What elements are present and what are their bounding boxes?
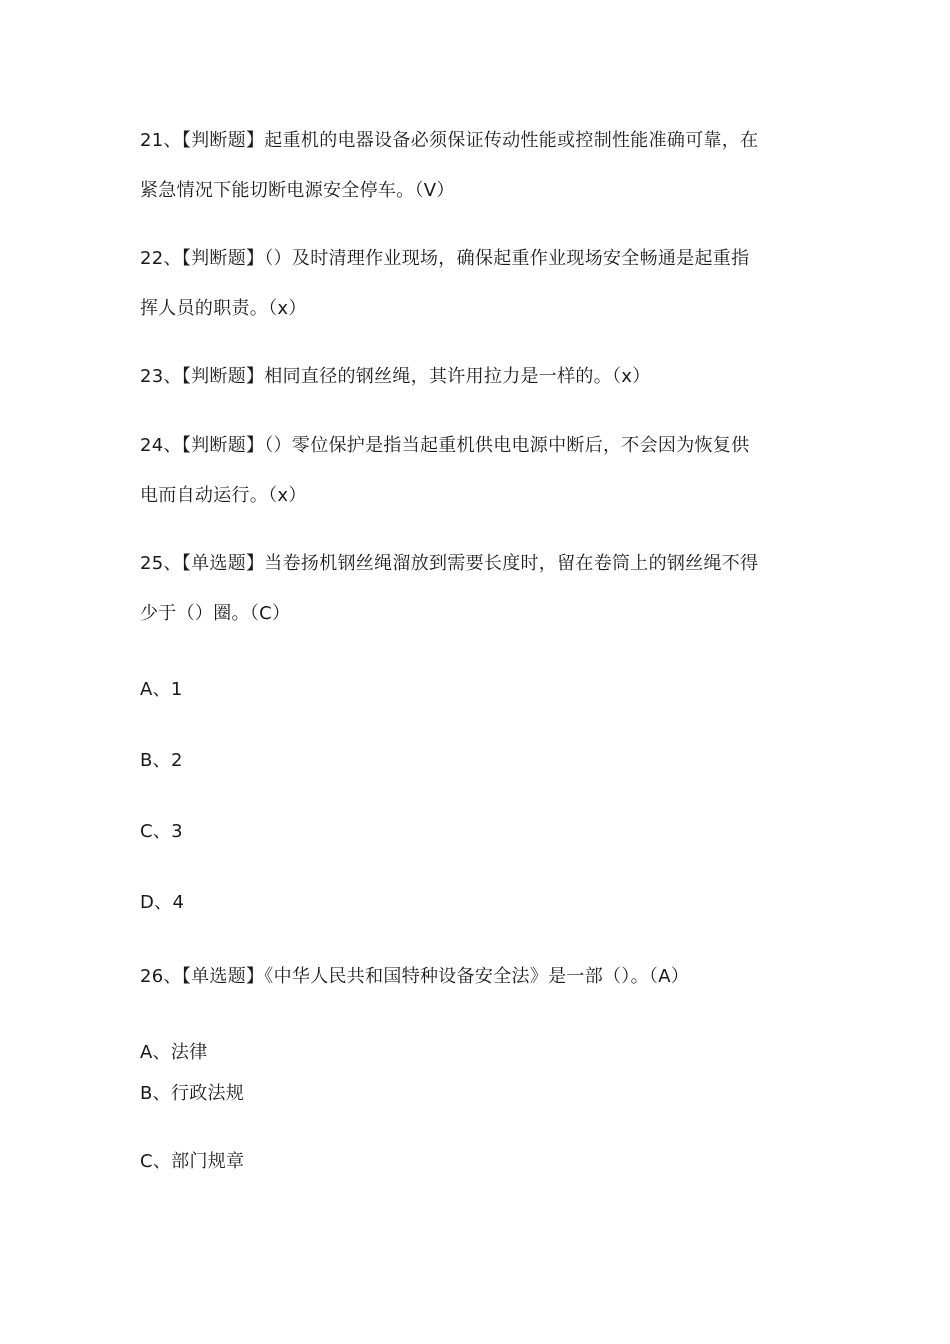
question-25-option-b: B、2 bbox=[140, 750, 183, 771]
question-21-line-1: 21、【判断题】起重机的电器设备必须保证传动性能或控制性能准确可靠，在 bbox=[140, 130, 759, 151]
question-26-option-c: C、部门规章 bbox=[140, 1151, 245, 1172]
question-22-line-1: 22、【判断题】（）及时清理作业现场，确保起重作业现场安全畅通是起重指 bbox=[140, 248, 750, 269]
question-25-option-a: A、1 bbox=[140, 679, 183, 700]
question-21-line-2: 紧急情况下能切断电源安全停车。（V） bbox=[140, 180, 455, 201]
question-25-option-c: C、3 bbox=[140, 821, 183, 842]
question-24-line-1: 24、【判断题】（）零位保护是指当起重机供电电源中断后，不会因为恢复供 bbox=[140, 435, 750, 456]
question-25-option-d: D、4 bbox=[140, 892, 185, 913]
question-26-line-1: 26、【单选题】《中华人民共和国特种设备安全法》是一部（）。（A） bbox=[140, 966, 690, 987]
question-23-line-1: 23、【判断题】相同直径的钢丝绳，其许用拉力是一样的。（x） bbox=[140, 366, 651, 387]
question-26-option-a: A、法律 bbox=[140, 1042, 208, 1063]
question-24-line-2: 电而自动运行。（x） bbox=[140, 485, 307, 506]
question-25-line-1: 25、【单选题】当卷扬机钢丝绳溜放到需要长度时，留在卷筒上的钢丝绳不得 bbox=[140, 553, 759, 574]
question-26-option-b: B、行政法规 bbox=[140, 1083, 245, 1104]
question-25-line-2: 少于（）圈。（C） bbox=[140, 603, 291, 624]
question-22-line-2: 挥人员的职责。（x） bbox=[140, 298, 307, 319]
